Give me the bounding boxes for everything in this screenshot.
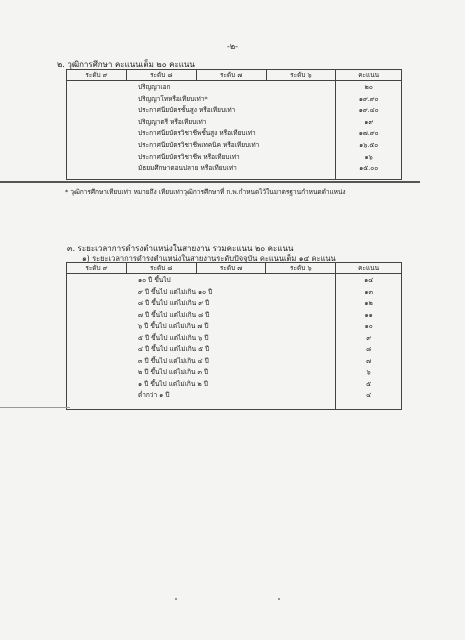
scan-speck — [175, 598, 177, 600]
list-item: ๑๐ ปี ขึ้นไป — [138, 276, 171, 284]
score-value: ๑๐ — [364, 322, 373, 330]
list-item: มัธยมศึกษาตอนปลาย หรือเทียบเท่า — [138, 164, 237, 173]
column-header: ระดับ ๘ — [126, 263, 196, 274]
education-score-table — [66, 69, 402, 180]
scan-artifact-line — [0, 181, 420, 183]
list-item: ๘ ปี ขึ้นไป แต่ไม่เกิน ๙ ปี — [138, 299, 210, 307]
list-item: ประกาศนียบัตรวิชาชีพชั้นสูง หรือเทียบเท่า — [138, 129, 256, 138]
list-item: ประกาศนียบัตรวิชาชีพ หรือเทียบเท่า — [138, 152, 240, 161]
education-level-list — [67, 81, 336, 180]
tenure-range-list — [67, 274, 336, 410]
section2-heading: ๒. วุฒิการศึกษา คะแนนเต็ม ๒๐ คะแนน — [57, 60, 195, 69]
section3-subheading: ๑) ระยะเวลาการดำรงตำแหน่งในสายงานระดับปัจจุบัน คะแนนเต็ม ๑๔ คะแนน — [82, 254, 336, 263]
score-value: ๑๖ — [364, 152, 373, 161]
column-header: ระดับ ๘ — [126, 70, 196, 81]
column-header: ระดับ ๖ — [266, 70, 336, 81]
score-value: ๑๙.๙๐ — [358, 94, 379, 103]
column-header: ระดับ ๙ — [67, 70, 127, 81]
footnote: * วุฒิการศึกษาเทียบเท่า หมายถึง เทียบเท่าวุฒิการศึกษาที่ ก.พ.กำหนดไว้ในมาตรฐานกำหนดตำแหน่ง — [65, 188, 346, 196]
page-number: -๒- — [226, 42, 239, 51]
scan-speck — [278, 598, 280, 600]
list-item: ปริญญาตรี หรือเทียบเท่า — [138, 117, 207, 126]
list-item: ๖ ปี ขึ้นไป แต่ไม่เกิน ๗ ปี — [138, 322, 209, 330]
score-value: ๒๐ — [364, 83, 373, 91]
table-header-row — [67, 70, 402, 81]
score-value: ๗ — [366, 356, 372, 365]
list-item: ๙ ปี ขึ้นไป แต่ไม่เกิน ๑๐ ปี — [138, 287, 213, 296]
list-item: ต่ำกว่า ๑ ปี — [138, 391, 170, 399]
list-item: ๕ ปี ขึ้นไป แต่ไม่เกิน ๖ ปี — [138, 333, 209, 342]
table-body-row — [67, 274, 402, 410]
tenure-score-table — [66, 262, 402, 410]
score-value: ๖ — [366, 368, 371, 376]
column-header: ระดับ ๗ — [196, 70, 266, 81]
score-value: ๕ — [366, 379, 372, 388]
list-item: ๑ ปี ขึ้นไป แต่ไม่เกิน ๒ ปี — [138, 379, 208, 388]
score-value: ๑๓ — [364, 287, 373, 296]
column-header: คะแนน — [336, 70, 402, 81]
list-item: ประกาศนียบัตรชั้นสูง หรือเทียบเท่า — [138, 106, 236, 115]
score-value: ๙ — [366, 333, 371, 342]
column-header: คะแนน — [336, 263, 402, 274]
score-value: ๑๙.๔๐ — [358, 106, 379, 115]
table-header-row — [67, 263, 402, 274]
list-item: ๒ ปี ขึ้นไป แต่ไม่เกิน ๓ ปี — [138, 368, 209, 376]
list-item: ๔ ปี ขึ้นไป แต่ไม่เกิน ๕ ปี — [138, 345, 210, 353]
column-header: ระดับ ๗ — [196, 263, 266, 274]
section3-heading: ๓. ระยะเวลาการดำรงตำแหน่งในสายงาน รวมคะแนน ๒๐ คะแนน — [67, 244, 294, 253]
column-header: ระดับ ๙ — [67, 263, 127, 274]
score-value: ๑๙ — [364, 117, 374, 126]
list-item: ปริญญาโทหรือเทียบเท่า* — [138, 94, 208, 103]
table-body-row — [67, 81, 402, 180]
score-value: ๘ — [366, 345, 372, 353]
list-item: ๗ ปี ขึ้นไป แต่ไม่เกิน ๘ ปี — [138, 310, 210, 319]
scan-edge-line — [0, 407, 70, 408]
column-header: ระดับ ๖ — [266, 263, 336, 274]
list-item: ประกาศนียบัตรวิชาชีพเทคนิค หรือเทียบเท่า — [138, 140, 260, 149]
score-value: ๔ — [366, 391, 372, 399]
score-list — [336, 81, 402, 180]
score-value: ๑๑ — [364, 310, 373, 319]
score-value: ๑๒ — [364, 299, 373, 307]
list-item: ปริญญาเอก — [138, 83, 171, 91]
score-value: ๑๖.๕๐ — [359, 140, 379, 149]
score-list — [336, 274, 402, 410]
score-value: ๑๔ — [364, 276, 374, 284]
score-value: ๑๗.๙๐ — [358, 129, 379, 138]
list-item: ๓ ปี ขึ้นไป แต่ไม่เกิน ๔ ปี — [138, 356, 209, 365]
score-value: ๑๕.๐๐ — [359, 164, 379, 173]
